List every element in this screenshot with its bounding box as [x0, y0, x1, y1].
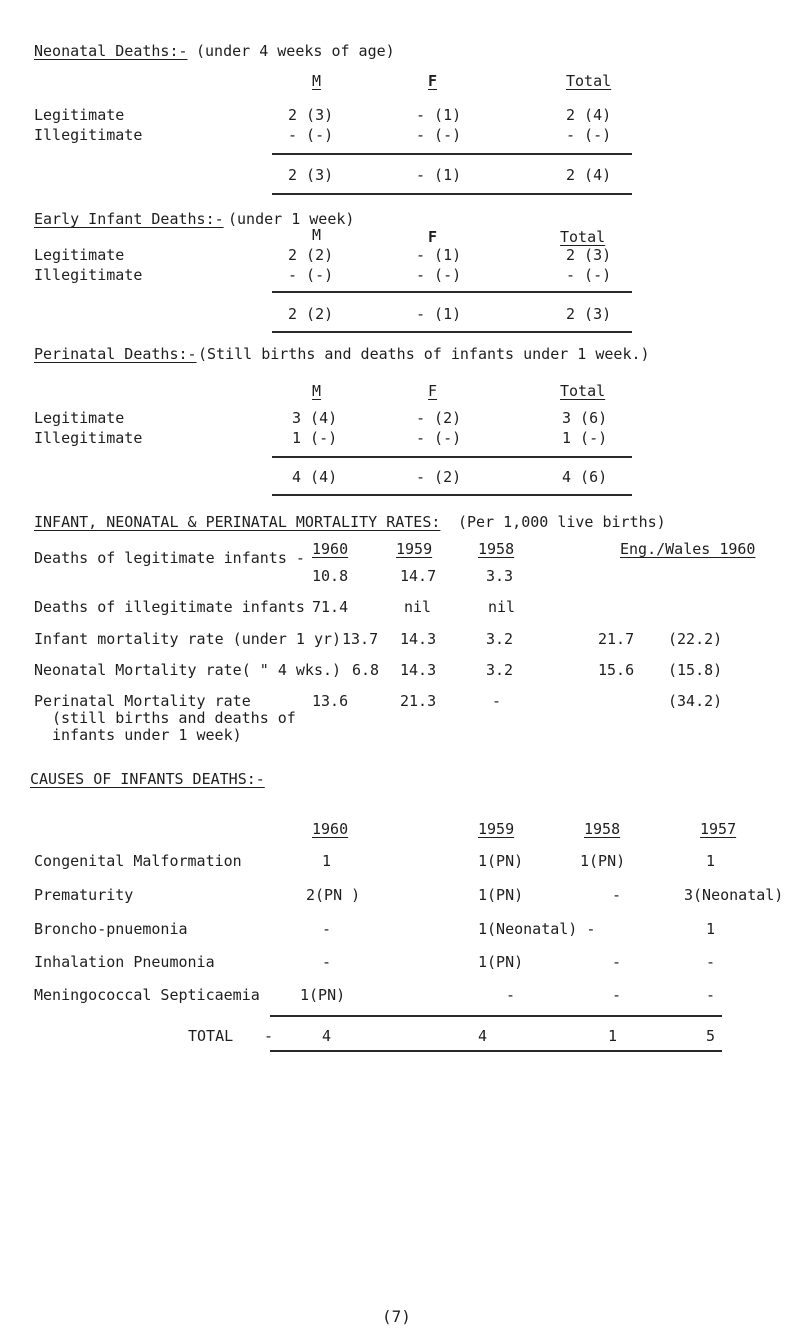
rates-row-label: Infant mortality rate (under 1 yr)	[34, 630, 342, 648]
early-rule-bottom	[272, 331, 632, 333]
rates-cell-1960: 13.6	[312, 692, 349, 710]
causes-total-1958: 1	[608, 1027, 618, 1045]
rates-cell-eng-wales-prev: (22.2)	[668, 630, 723, 648]
causes-total-1957: 5	[706, 1027, 716, 1045]
perinatal-cell-f: - (2)	[416, 409, 462, 427]
causes-cell-1958: -	[612, 953, 622, 971]
neonatal-cell-f: - (1)	[416, 106, 462, 124]
early-cell-total: 2 (3)	[566, 246, 612, 264]
rates-cell-1959: nil	[404, 598, 432, 616]
neonatal-total-m: 2 (3)	[288, 166, 334, 184]
perinatal-header-f: F	[428, 382, 438, 400]
neonatal-total-total: 2 (4)	[566, 166, 612, 184]
rates-header-eng-wales: Eng./Wales 1960	[620, 540, 756, 558]
early-cell-m: - (-)	[288, 266, 334, 284]
rates-cell-1958: 3.3	[486, 567, 514, 585]
rates-subtitle: (Per 1,000 live births)	[458, 513, 666, 531]
causes-cell-1958: -	[612, 986, 622, 1004]
early-rule-top	[272, 291, 632, 293]
neonatal-cell-total: 2 (4)	[566, 106, 612, 124]
early-header-m: M	[312, 226, 322, 244]
rates-cell-1959: 14.3	[400, 661, 437, 679]
causes-cell-1958: -	[612, 886, 622, 904]
perinatal-row-label: Legitimate	[34, 409, 125, 427]
rates-row-label: Deaths of legitimate infants -	[34, 549, 305, 567]
rates-cell-eng-wales-prev: (15.8)	[668, 661, 723, 679]
neonatal-title: Neonatal Deaths:-	[34, 42, 188, 60]
neonatal-header-total: Total	[566, 72, 612, 90]
causes-header-1959: 1959	[478, 820, 515, 838]
rates-cell-1960: 10.8	[312, 567, 349, 585]
early-header-f: F	[428, 228, 438, 246]
perinatal-title: Perinatal Deaths:-	[34, 345, 197, 363]
rates-cell-1959: 21.3	[400, 692, 437, 710]
causes-cell-1959: 1(PN)	[478, 953, 524, 971]
perinatal-cell-m: 3 (4)	[292, 409, 338, 427]
early-subtitle: (under 1 week)	[228, 210, 355, 228]
page-number: (7)	[382, 1307, 411, 1326]
causes-cell-1959: 1(PN)	[478, 886, 524, 904]
causes-cell-1960: -	[322, 953, 332, 971]
perinatal-total-f: - (2)	[416, 468, 462, 486]
causes-row-label: Prematurity	[34, 886, 134, 904]
rates-cell-1958: nil	[488, 598, 516, 616]
perinatal-row-label: Illegitimate	[34, 429, 143, 447]
perinatal-total-m: 4 (4)	[292, 468, 338, 486]
causes-row-label: Inhalation Pneumonia	[34, 953, 215, 971]
perinatal-subtitle: (Still births and deaths of infants under 1 week.)	[198, 345, 650, 363]
causes-total-label: TOTAL	[188, 1027, 234, 1045]
neonatal-total-f: - (1)	[416, 166, 462, 184]
causes-cell-1960: 1(PN)	[300, 986, 346, 1004]
rates-cell-1959: 14.7	[400, 567, 437, 585]
perinatal-cell-total: 3 (6)	[562, 409, 608, 427]
neonatal-rule-top	[272, 153, 632, 155]
neonatal-cell-total: - (-)	[566, 126, 612, 144]
early-cell-f: - (-)	[416, 266, 462, 284]
neonatal-cell-m: - (-)	[288, 126, 334, 144]
causes-rule-bottom	[270, 1050, 722, 1052]
rates-header-1959: 1959	[396, 540, 433, 558]
rates-row-label: Perinatal Mortality rate	[34, 692, 251, 710]
early-cell-f: - (1)	[416, 246, 462, 264]
causes-row-label: Meningococcal Septicaemia	[34, 986, 260, 1004]
causes-cell-1959: 1(PN)	[478, 852, 524, 870]
causes-cell-1958: 1(PN)	[580, 852, 626, 870]
rates-header-1960: 1960	[312, 540, 349, 558]
neonatal-cell-m: 2 (3)	[288, 106, 334, 124]
rates-cell-1960: 71.4	[312, 598, 349, 616]
early-header-total: Total	[560, 228, 606, 246]
causes-cell-1959: 1(Neonatal) -	[478, 920, 596, 938]
rates-cell-eng-wales: 21.7	[598, 630, 635, 648]
causes-total-1960: 4	[322, 1027, 332, 1045]
rates-cell-1958: 3.2	[486, 661, 514, 679]
neonatal-row-label: Illegitimate	[34, 126, 143, 144]
rates-cell-1958: -	[492, 692, 502, 710]
rates-row-label-cont: infants under 1 week)	[52, 726, 242, 744]
rates-row-label: Neonatal Mortality rate( " 4 wks.)	[34, 661, 342, 679]
causes-title: CAUSES OF INFANTS DEATHS:-	[30, 770, 265, 788]
rates-cell-1960: 13.7	[342, 630, 379, 648]
early-row-label: Illegitimate	[34, 266, 143, 284]
causes-cell-1960: -	[322, 920, 332, 938]
causes-header-1960: 1960	[312, 820, 349, 838]
perinatal-total-total: 4 (6)	[562, 468, 608, 486]
perinatal-header-total: Total	[560, 382, 606, 400]
causes-cell-1959: -	[506, 986, 516, 1004]
neonatal-header-m: M	[312, 72, 322, 90]
causes-cell-1960: 1	[322, 852, 332, 870]
neonatal-subtitle: (under 4 weeks of age)	[196, 42, 395, 60]
causes-row-label: Broncho-pnuemonia	[34, 920, 188, 938]
perinatal-cell-total: 1 (-)	[562, 429, 608, 447]
neonatal-row-label: Legitimate	[34, 106, 125, 124]
rates-title: INFANT, NEONATAL & PERINATAL MORTALITY RATES:	[34, 513, 441, 531]
causes-cell-1957: 3(Neonatal)	[684, 886, 784, 904]
causes-total-1959: 4	[478, 1027, 488, 1045]
causes-cell-1957: 1	[706, 852, 716, 870]
rates-row-label-cont: (still births and deaths of	[52, 709, 296, 727]
neonatal-cell-f: - (-)	[416, 126, 462, 144]
causes-cell-1957: -	[706, 986, 716, 1004]
neonatal-header-f: F	[428, 72, 438, 90]
causes-header-1957: 1957	[700, 820, 737, 838]
causes-row-label: Congenital Malformation	[34, 852, 242, 870]
rates-cell-1960: 6.8	[352, 661, 380, 679]
causes-cell-1960: 2(PN )	[306, 886, 361, 904]
perinatal-header-m: M	[312, 382, 322, 400]
early-total-f: - (1)	[416, 305, 462, 323]
perinatal-cell-f: - (-)	[416, 429, 462, 447]
perinatal-rule-bottom	[272, 494, 632, 496]
perinatal-rule-top	[272, 456, 632, 458]
rates-header-1958: 1958	[478, 540, 515, 558]
rates-row-label: Deaths of illegitimate infants	[34, 598, 305, 616]
causes-header-1958: 1958	[584, 820, 621, 838]
causes-rule-top	[270, 1015, 722, 1017]
causes-cell-1957: -	[706, 953, 716, 971]
early-cell-m: 2 (2)	[288, 246, 334, 264]
rates-cell-1958: 3.2	[486, 630, 514, 648]
rates-cell-eng-wales-prev: (34.2)	[668, 692, 723, 710]
early-total-m: 2 (2)	[288, 305, 334, 323]
early-total-total: 2 (3)	[566, 305, 612, 323]
causes-total-dash: -	[264, 1027, 274, 1045]
perinatal-cell-m: 1 (-)	[292, 429, 338, 447]
early-title: Early Infant Deaths:-	[34, 210, 224, 228]
causes-cell-1957: 1	[706, 920, 716, 938]
rates-cell-eng-wales: 15.6	[598, 661, 635, 679]
early-row-label: Legitimate	[34, 246, 125, 264]
neonatal-rule-bottom	[272, 193, 632, 195]
early-cell-total: - (-)	[566, 266, 612, 284]
rates-cell-1959: 14.3	[400, 630, 437, 648]
